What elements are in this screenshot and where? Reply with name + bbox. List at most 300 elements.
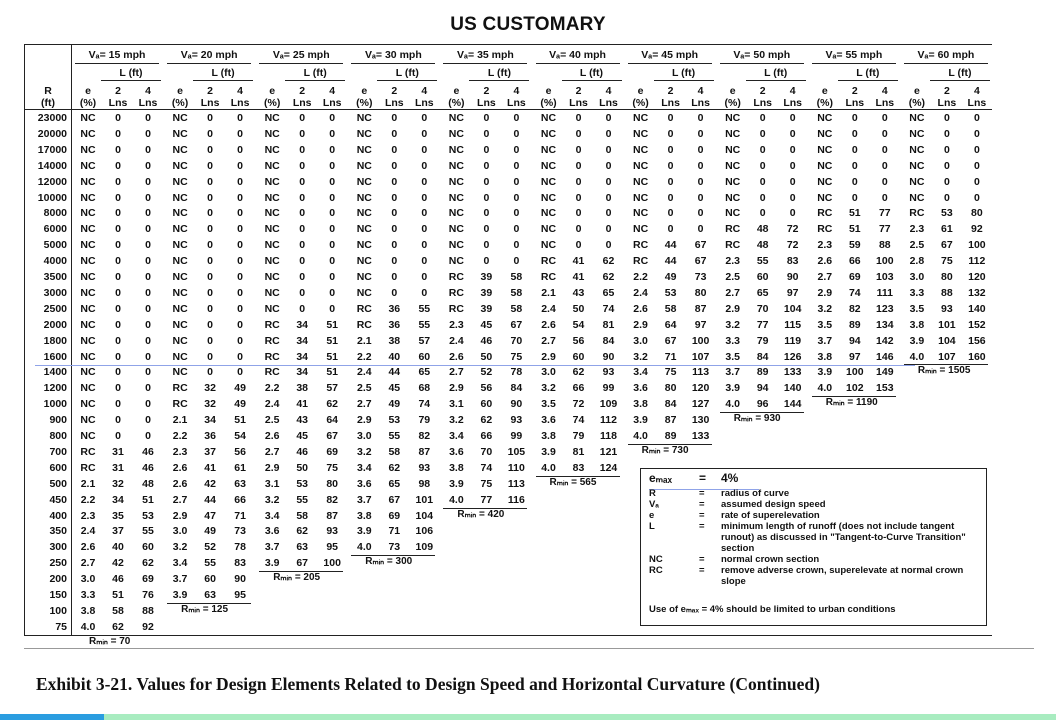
runoff-2-lanes-cell: 89 [848, 318, 861, 331]
runoff-4-lanes-cell: 0 [605, 175, 612, 188]
runoff-2-lanes-cell: 38 [388, 334, 401, 347]
runoff-4-lanes-cell: 0 [605, 127, 612, 140]
runoff-2-lanes-cell: 0 [207, 350, 214, 363]
lns2-unit-header: Lns [661, 97, 680, 109]
runoff-4-lanes-cell: 0 [605, 112, 612, 124]
runoff-2-lanes-cell: 0 [299, 159, 306, 172]
runoff-4-lanes-cell: 0 [237, 271, 244, 283]
runoff-4-lanes-cell: 120 [968, 271, 986, 283]
runoff-4-lanes-cell: 75 [510, 350, 523, 363]
runoff-4-lanes-cell: 0 [421, 223, 428, 236]
runoff-4-lanes-cell: 74 [418, 398, 431, 411]
superelevation-cell: 3.2 [264, 493, 280, 506]
runoff-4-lanes-cell: 90 [234, 573, 246, 586]
runoff-4-lanes-cell: 0 [513, 191, 520, 204]
superelevation-cell: NC [356, 191, 372, 204]
superelevation-cell: NC [356, 127, 372, 140]
runoff-2-lanes-cell: 0 [851, 175, 858, 188]
speed-header-rule [351, 63, 435, 64]
runoff-2-lanes-cell: 54 [572, 318, 585, 331]
runoff-4-lanes-cell: 0 [697, 223, 704, 236]
runoff-4-lanes-cell: 115 [784, 318, 802, 331]
runoff-2-lanes-cell: 0 [391, 127, 398, 140]
runoff-4-lanes-cell: 140 [968, 302, 986, 315]
superelevation-cell: NC [264, 112, 280, 124]
runoff-4-lanes-cell: 93 [602, 366, 615, 379]
superelevation-cell: 2.2 [356, 350, 372, 363]
runoff-4-lanes-cell: 149 [876, 366, 894, 379]
runoff-2-lanes-cell: 0 [115, 398, 121, 411]
runoff-2-lanes-cell: 0 [207, 159, 214, 172]
superelevation-cell: 3.2 [541, 382, 556, 395]
runoff-2-lanes-cell: 0 [207, 334, 214, 347]
superelevation-cell: RC [725, 223, 741, 236]
runoff-4-lanes-cell: 0 [697, 112, 704, 124]
lns4-header: 4 [697, 85, 704, 97]
superelevation-cell: 2.4 [80, 525, 96, 538]
superelevation-cell: 2.4 [633, 286, 648, 299]
lns2-header: 2 [299, 85, 306, 97]
superelevation-cell: NC [264, 207, 280, 220]
runoff-4-lanes-cell: 51 [326, 318, 339, 331]
superelevation-cell: NC [540, 175, 557, 188]
runoff-2-lanes-cell: 0 [851, 112, 858, 124]
runoff-4-lanes-cell: 156 [968, 334, 986, 347]
runoff-2-lanes-cell: 41 [204, 461, 216, 474]
runoff-2-lanes-cell: 31 [112, 461, 124, 474]
legend-key: Vₐ [649, 499, 659, 510]
legend-key: e [649, 510, 655, 521]
runoff-4-lanes-cell: 0 [605, 159, 612, 172]
runoff-4-lanes-cell: 0 [145, 414, 151, 427]
length-header: L (ft) [856, 67, 880, 79]
page-title: US CUSTOMARY [450, 14, 606, 35]
runoff-4-lanes-cell: 69 [326, 445, 339, 458]
superelevation-cell: 4.0 [817, 382, 833, 395]
superelevation-cell: 3.8 [541, 430, 556, 442]
runoff-2-lanes-cell: 32 [204, 382, 216, 395]
runoff-4-lanes-cell: 0 [697, 191, 704, 204]
superelevation-cell: 3.9 [541, 445, 556, 458]
runoff-4-lanes-cell: 100 [691, 334, 710, 347]
superelevation-cell: NC [356, 207, 372, 220]
runoff-2-lanes-cell: 0 [483, 159, 490, 172]
runoff-2-lanes-cell: 0 [299, 143, 306, 156]
runoff-2-lanes-cell: 34 [296, 350, 309, 363]
runoff-2-lanes-cell: 96 [756, 398, 769, 411]
lns2-unit-header: Lns [384, 97, 404, 109]
legend-key: R [649, 488, 656, 499]
superelevation-cell: NC [172, 366, 188, 379]
runoff-2-lanes-cell: 0 [115, 143, 121, 156]
superelevation-cell: 2.6 [80, 541, 96, 554]
superelevation-cell: 3.3 [725, 334, 740, 347]
superelevation-cell: 3.9 [356, 525, 372, 538]
runoff-4-lanes-cell: 99 [510, 430, 523, 442]
speed-header: Vₐ= 35 mph [457, 49, 514, 61]
runoff-2-lanes-cell: 32 [112, 477, 124, 490]
runoff-4-lanes-cell: 0 [145, 175, 151, 188]
e-unit-header: (%) [540, 97, 557, 109]
lns4-header: 4 [513, 85, 520, 97]
runoff-2-lanes-cell: 0 [667, 223, 674, 236]
runoff-4-lanes-cell: 0 [789, 207, 796, 220]
superelevation-cell: 2.4 [356, 366, 372, 379]
runoff-2-lanes-cell: 0 [483, 207, 490, 220]
runoff-4-lanes-cell: 95 [234, 589, 246, 601]
speed-header: Vₐ= 15 mph [88, 49, 146, 61]
superelevation-cell: 2.1 [356, 334, 372, 347]
runoff-4-lanes-cell: 0 [329, 127, 336, 140]
superelevation-cell: NC [448, 191, 464, 204]
superelevation-cell: NC [540, 159, 557, 172]
superelevation-cell: 2.9 [449, 382, 464, 395]
superelevation-cell: 2.9 [264, 461, 280, 474]
runoff-2-lanes-cell: 0 [943, 143, 950, 156]
runoff-2-lanes-cell: 0 [943, 112, 950, 124]
superelevation-cell: 3.6 [541, 414, 556, 427]
superelevation-cell: NC [80, 223, 96, 236]
runoff-2-lanes-cell: 0 [299, 239, 306, 252]
runoff-2-lanes-cell: 0 [391, 191, 398, 204]
length-header: L (ft) [303, 67, 327, 79]
runoff-4-lanes-cell: 84 [602, 334, 615, 347]
superelevation-cell: 2.1 [172, 414, 188, 427]
runoff-2-lanes-cell: 45 [388, 382, 401, 395]
runoff-4-lanes-cell: 74 [602, 302, 615, 315]
runoff-2-lanes-cell: 100 [846, 366, 864, 379]
superelevation-cell: 3.7 [172, 573, 188, 586]
runoff-2-lanes-cell: 81 [572, 445, 585, 458]
runoff-4-lanes-cell: 58 [510, 271, 523, 283]
runoff-2-lanes-cell: 0 [575, 112, 582, 124]
superelevation-cell: 2.7 [356, 398, 372, 411]
superelevation-cell: NC [172, 239, 188, 252]
runoff-2-lanes-cell: 50 [572, 302, 585, 315]
e-unit-header: (%) [632, 97, 649, 109]
runoff-2-lanes-cell: 0 [299, 127, 306, 140]
speed-header-rule [167, 63, 251, 64]
legend-text: assumed design speed [721, 499, 826, 510]
runoff-2-lanes-cell: 107 [938, 350, 956, 363]
runoff-2-lanes-cell: 0 [667, 112, 674, 124]
runoff-2-lanes-cell: 0 [299, 223, 306, 236]
superelevation-cell: 3.2 [172, 541, 188, 554]
superelevation-cell: 3.5 [909, 302, 925, 315]
runoff-4-lanes-cell: 0 [237, 350, 244, 363]
runoff-4-lanes-cell: 0 [697, 207, 704, 220]
runoff-4-lanes-cell: 55 [142, 525, 154, 538]
superelevation-cell: NC [356, 112, 372, 124]
legend-equals: = [699, 488, 705, 499]
superelevation-cell: 2.3 [817, 239, 833, 252]
runoff-2-lanes-cell: 75 [941, 255, 953, 268]
runoff-2-lanes-cell: 0 [667, 207, 674, 220]
superelevation-cell: 4.0 [909, 350, 925, 363]
runoff-2-lanes-cell: 58 [296, 509, 309, 522]
runoff-4-lanes-cell: 90 [602, 350, 615, 363]
runoff-2-lanes-cell: 64 [664, 318, 677, 331]
runoff-2-lanes-cell: 0 [115, 159, 121, 172]
runoff-4-lanes-cell: 109 [415, 541, 434, 554]
superelevation-cell: NC [633, 175, 649, 188]
runoff-2-lanes-cell: 0 [575, 223, 582, 236]
superelevation-cell: NC [172, 159, 188, 172]
superelevation-cell: NC [172, 302, 188, 315]
superelevation-cell: NC [817, 127, 833, 140]
superelevation-cell: 3.0 [541, 366, 556, 379]
lns2-header: 2 [483, 85, 490, 97]
rmin-label: Rₘᵢₙ = 205 [273, 572, 321, 584]
runoff-4-lanes-cell: 0 [145, 286, 151, 299]
runoff-2-lanes-cell: 0 [299, 191, 306, 204]
superelevation-cell: NC [540, 207, 557, 220]
superelevation-cell: 3.5 [725, 350, 740, 363]
superelevation-cell: NC [80, 239, 96, 252]
superelevation-cell: NC [264, 175, 280, 188]
runoff-2-lanes-cell: 0 [299, 207, 306, 220]
runoff-4-lanes-cell: 0 [513, 223, 520, 236]
superelevation-cell: NC [540, 191, 557, 204]
superelevation-cell: 4.0 [633, 430, 648, 442]
radius-cell: 5000 [43, 239, 67, 252]
legend-key: L [649, 521, 655, 532]
superelevation-cell: 3.7 [725, 366, 740, 379]
runoff-2-lanes-cell: 66 [572, 382, 585, 395]
legend-text: slope [721, 576, 746, 587]
radius-cell: 1000 [43, 398, 67, 411]
runoff-4-lanes-cell: 111 [876, 286, 893, 299]
runoff-2-lanes-cell: 0 [207, 255, 214, 268]
runoff-4-lanes-cell: 95 [326, 541, 339, 554]
runoff-4-lanes-cell: 55 [418, 302, 431, 315]
length-header: L (ft) [672, 67, 696, 79]
superelevation-cell: NC [172, 255, 188, 268]
runoff-2-lanes-cell: 79 [756, 334, 769, 347]
runoff-2-lanes-cell: 41 [572, 271, 585, 283]
superelevation-cell: 2.2 [172, 430, 188, 442]
superelevation-cell: 2.9 [172, 509, 188, 522]
superelevation-cell: NC [264, 255, 280, 268]
superelevation-cell: NC [633, 127, 649, 140]
runoff-4-lanes-cell: 46 [142, 461, 154, 474]
superelevation-cell: NC [540, 112, 557, 124]
superelevation-cell: 3.1 [449, 398, 464, 411]
runoff-2-lanes-cell: 80 [941, 271, 953, 283]
rmin-label: Rₘᵢₙ = 125 [181, 603, 229, 615]
superelevation-cell: 3.0 [909, 271, 925, 283]
superelevation-cell: NC [264, 271, 280, 283]
lns2-unit-header: Lns [753, 97, 773, 109]
superelevation-cell: 3.0 [356, 430, 372, 442]
superelevation-cell: NC [909, 112, 925, 124]
superelevation-cell: 3.7 [264, 541, 280, 554]
radius-cell: 20000 [37, 127, 67, 140]
lns4-unit-header: Lns [414, 97, 434, 109]
runoff-4-lanes-cell: 0 [145, 334, 151, 347]
lns2-header: 2 [943, 85, 950, 97]
superelevation-cell: 3.3 [80, 589, 96, 601]
runoff-4-lanes-cell: 0 [145, 398, 151, 411]
superelevation-cell: 3.4 [264, 509, 280, 522]
lns2-header: 2 [575, 85, 582, 97]
runoff-4-lanes-cell: 56 [234, 445, 246, 458]
lns4-unit-header: Lns [230, 97, 250, 109]
superelevation-cell: 3.9 [725, 382, 740, 395]
lns4-unit-header: Lns [138, 97, 158, 109]
superelevation-cell: 3.8 [356, 509, 372, 522]
runoff-2-lanes-cell: 0 [851, 191, 858, 204]
runoff-2-lanes-cell: 0 [115, 366, 121, 379]
runoff-2-lanes-cell: 0 [851, 159, 858, 172]
speed-header: Vₐ= 55 mph [825, 49, 883, 61]
runoff-4-lanes-cell: 62 [142, 557, 154, 570]
length-header: L (ft) [211, 67, 235, 79]
superelevation-cell: 2.7 [172, 493, 188, 506]
length-header-rule [562, 80, 622, 81]
runoff-4-lanes-cell: 0 [789, 112, 796, 124]
lns2-unit-header: Lns [108, 97, 128, 109]
runoff-2-lanes-cell: 41 [296, 398, 309, 411]
runoff-4-lanes-cell: 0 [513, 143, 520, 156]
lns4-header: 4 [789, 85, 796, 97]
runoff-2-lanes-cell: 71 [664, 350, 677, 363]
runoff-4-lanes-cell: 0 [237, 239, 244, 252]
runoff-4-lanes-cell: 0 [145, 271, 151, 283]
runoff-2-lanes-cell: 0 [115, 175, 121, 188]
runoff-2-lanes-cell: 63 [204, 589, 216, 601]
e-header: e [85, 85, 91, 97]
superelevation-cell: 4.0 [541, 461, 556, 474]
superelevation-cell: 2.9 [817, 286, 833, 299]
superelevation-cell: 3.0 [172, 525, 188, 538]
radius-cell: 8000 [43, 207, 67, 220]
superelevation-cell: 3.2 [449, 414, 464, 427]
runoff-2-lanes-cell: 63 [296, 541, 309, 554]
superelevation-cell: 2.3 [172, 445, 188, 458]
superelevation-cell: NC [172, 143, 188, 156]
superelevation-cell: NC [356, 271, 372, 283]
runoff-4-lanes-cell: 78 [234, 541, 246, 554]
runoff-2-lanes-cell: 70 [480, 445, 493, 458]
emax-key: eₘₐₓ [649, 471, 673, 485]
runoff-4-lanes-cell: 93 [418, 461, 431, 474]
lns4-header: 4 [329, 85, 336, 97]
e-unit-header: (%) [171, 97, 189, 109]
lns2-unit-header: Lns [292, 97, 312, 109]
runoff-4-lanes-cell: 88 [142, 604, 154, 617]
runoff-2-lanes-cell: 42 [112, 557, 124, 570]
superelevation-cell: NC [725, 159, 741, 172]
runoff-4-lanes-cell: 0 [145, 366, 151, 379]
runoff-4-lanes-cell: 0 [513, 159, 520, 172]
runoff-4-lanes-cell: 142 [876, 334, 894, 347]
superelevation-cell: 3.6 [633, 382, 648, 395]
superelevation-cell: 3.8 [817, 350, 833, 363]
runoff-4-lanes-cell: 100 [876, 255, 894, 268]
e-header: e [821, 85, 828, 97]
superelevation-cell: 3.8 [633, 398, 648, 411]
runoff-2-lanes-cell: 74 [572, 414, 585, 427]
e-header: e [913, 85, 920, 97]
runoff-2-lanes-cell: 82 [848, 302, 861, 315]
superelevation-cell: 3.2 [356, 445, 372, 458]
superelevation-cell: 3.5 [817, 318, 833, 331]
runoff-2-lanes-cell: 0 [483, 191, 490, 204]
superelevation-cell: NC [264, 127, 280, 140]
superelevation-cell: 3.2 [817, 302, 833, 315]
runoff-4-lanes-cell: 80 [326, 477, 339, 490]
speed-header-rule [75, 63, 159, 64]
superelevation-cell: NC [909, 175, 925, 188]
runoff-2-lanes-cell: 45 [296, 430, 309, 442]
runoff-2-lanes-cell: 0 [851, 127, 858, 140]
superelevation-cell: 3.4 [633, 366, 648, 379]
superelevation-cell: 2.9 [356, 414, 372, 427]
runoff-4-lanes-cell: 0 [513, 255, 520, 268]
radius-cell: 3000 [43, 286, 67, 299]
radius-cell: 4000 [43, 255, 67, 268]
runoff-2-lanes-cell: 45 [480, 318, 493, 331]
lns4-unit-header: Lns [599, 97, 618, 109]
length-header: L (ft) [764, 67, 788, 79]
runoff-4-lanes-cell: 65 [418, 366, 431, 379]
runoff-4-lanes-cell: 0 [237, 112, 244, 124]
e-unit-header: (%) [816, 97, 833, 109]
runoff-2-lanes-cell: 0 [391, 223, 398, 236]
superelevation-cell: 3.8 [449, 461, 464, 474]
superelevation-cell: 3.5 [541, 398, 556, 411]
lns2-header: 2 [207, 85, 214, 97]
superelevation-cell: NC [540, 223, 557, 236]
runoff-4-lanes-cell: 46 [142, 445, 154, 458]
runoff-4-lanes-cell: 0 [881, 175, 888, 188]
runoff-4-lanes-cell: 0 [145, 191, 151, 204]
runoff-2-lanes-cell: 80 [664, 382, 677, 395]
runoff-4-lanes-cell: 0 [145, 255, 151, 268]
superelevation-cell: NC [540, 239, 557, 252]
runoff-2-lanes-cell: 0 [483, 223, 490, 236]
radius-cell: 17000 [37, 143, 67, 156]
runoff-4-lanes-cell: 0 [789, 191, 796, 204]
runoff-4-lanes-cell: 0 [237, 334, 244, 347]
runoff-2-lanes-cell: 0 [299, 112, 306, 124]
runoff-2-lanes-cell: 0 [667, 159, 674, 172]
runoff-4-lanes-cell: 100 [323, 557, 341, 570]
runoff-4-lanes-cell: 0 [145, 350, 151, 363]
runoff-4-lanes-cell: 0 [329, 286, 336, 299]
lns4-header: 4 [237, 85, 244, 97]
runoff-4-lanes-cell: 70 [510, 334, 523, 347]
runoff-4-lanes-cell: 49 [234, 398, 246, 411]
superelevation-cell: NC [172, 318, 188, 331]
runoff-4-lanes-cell: 99 [602, 382, 615, 395]
runoff-2-lanes-cell: 0 [299, 255, 306, 268]
runoff-2-lanes-cell: 34 [204, 414, 216, 427]
speed-header-rule [720, 63, 804, 64]
length-header-rule [654, 80, 714, 81]
superelevation-cell: NC [633, 143, 649, 156]
runoff-2-lanes-cell: 0 [299, 271, 306, 283]
lns2-unit-header: Lns [200, 97, 220, 109]
runoff-4-lanes-cell: 0 [421, 271, 428, 283]
superelevation-cell: NC [172, 271, 188, 283]
superelevation-cell: RC [540, 271, 557, 283]
radius-cell: 150 [49, 589, 67, 601]
divider-line [24, 648, 1034, 649]
lns4-unit-header: Lns [322, 97, 342, 109]
runoff-4-lanes-cell: 0 [513, 239, 520, 252]
